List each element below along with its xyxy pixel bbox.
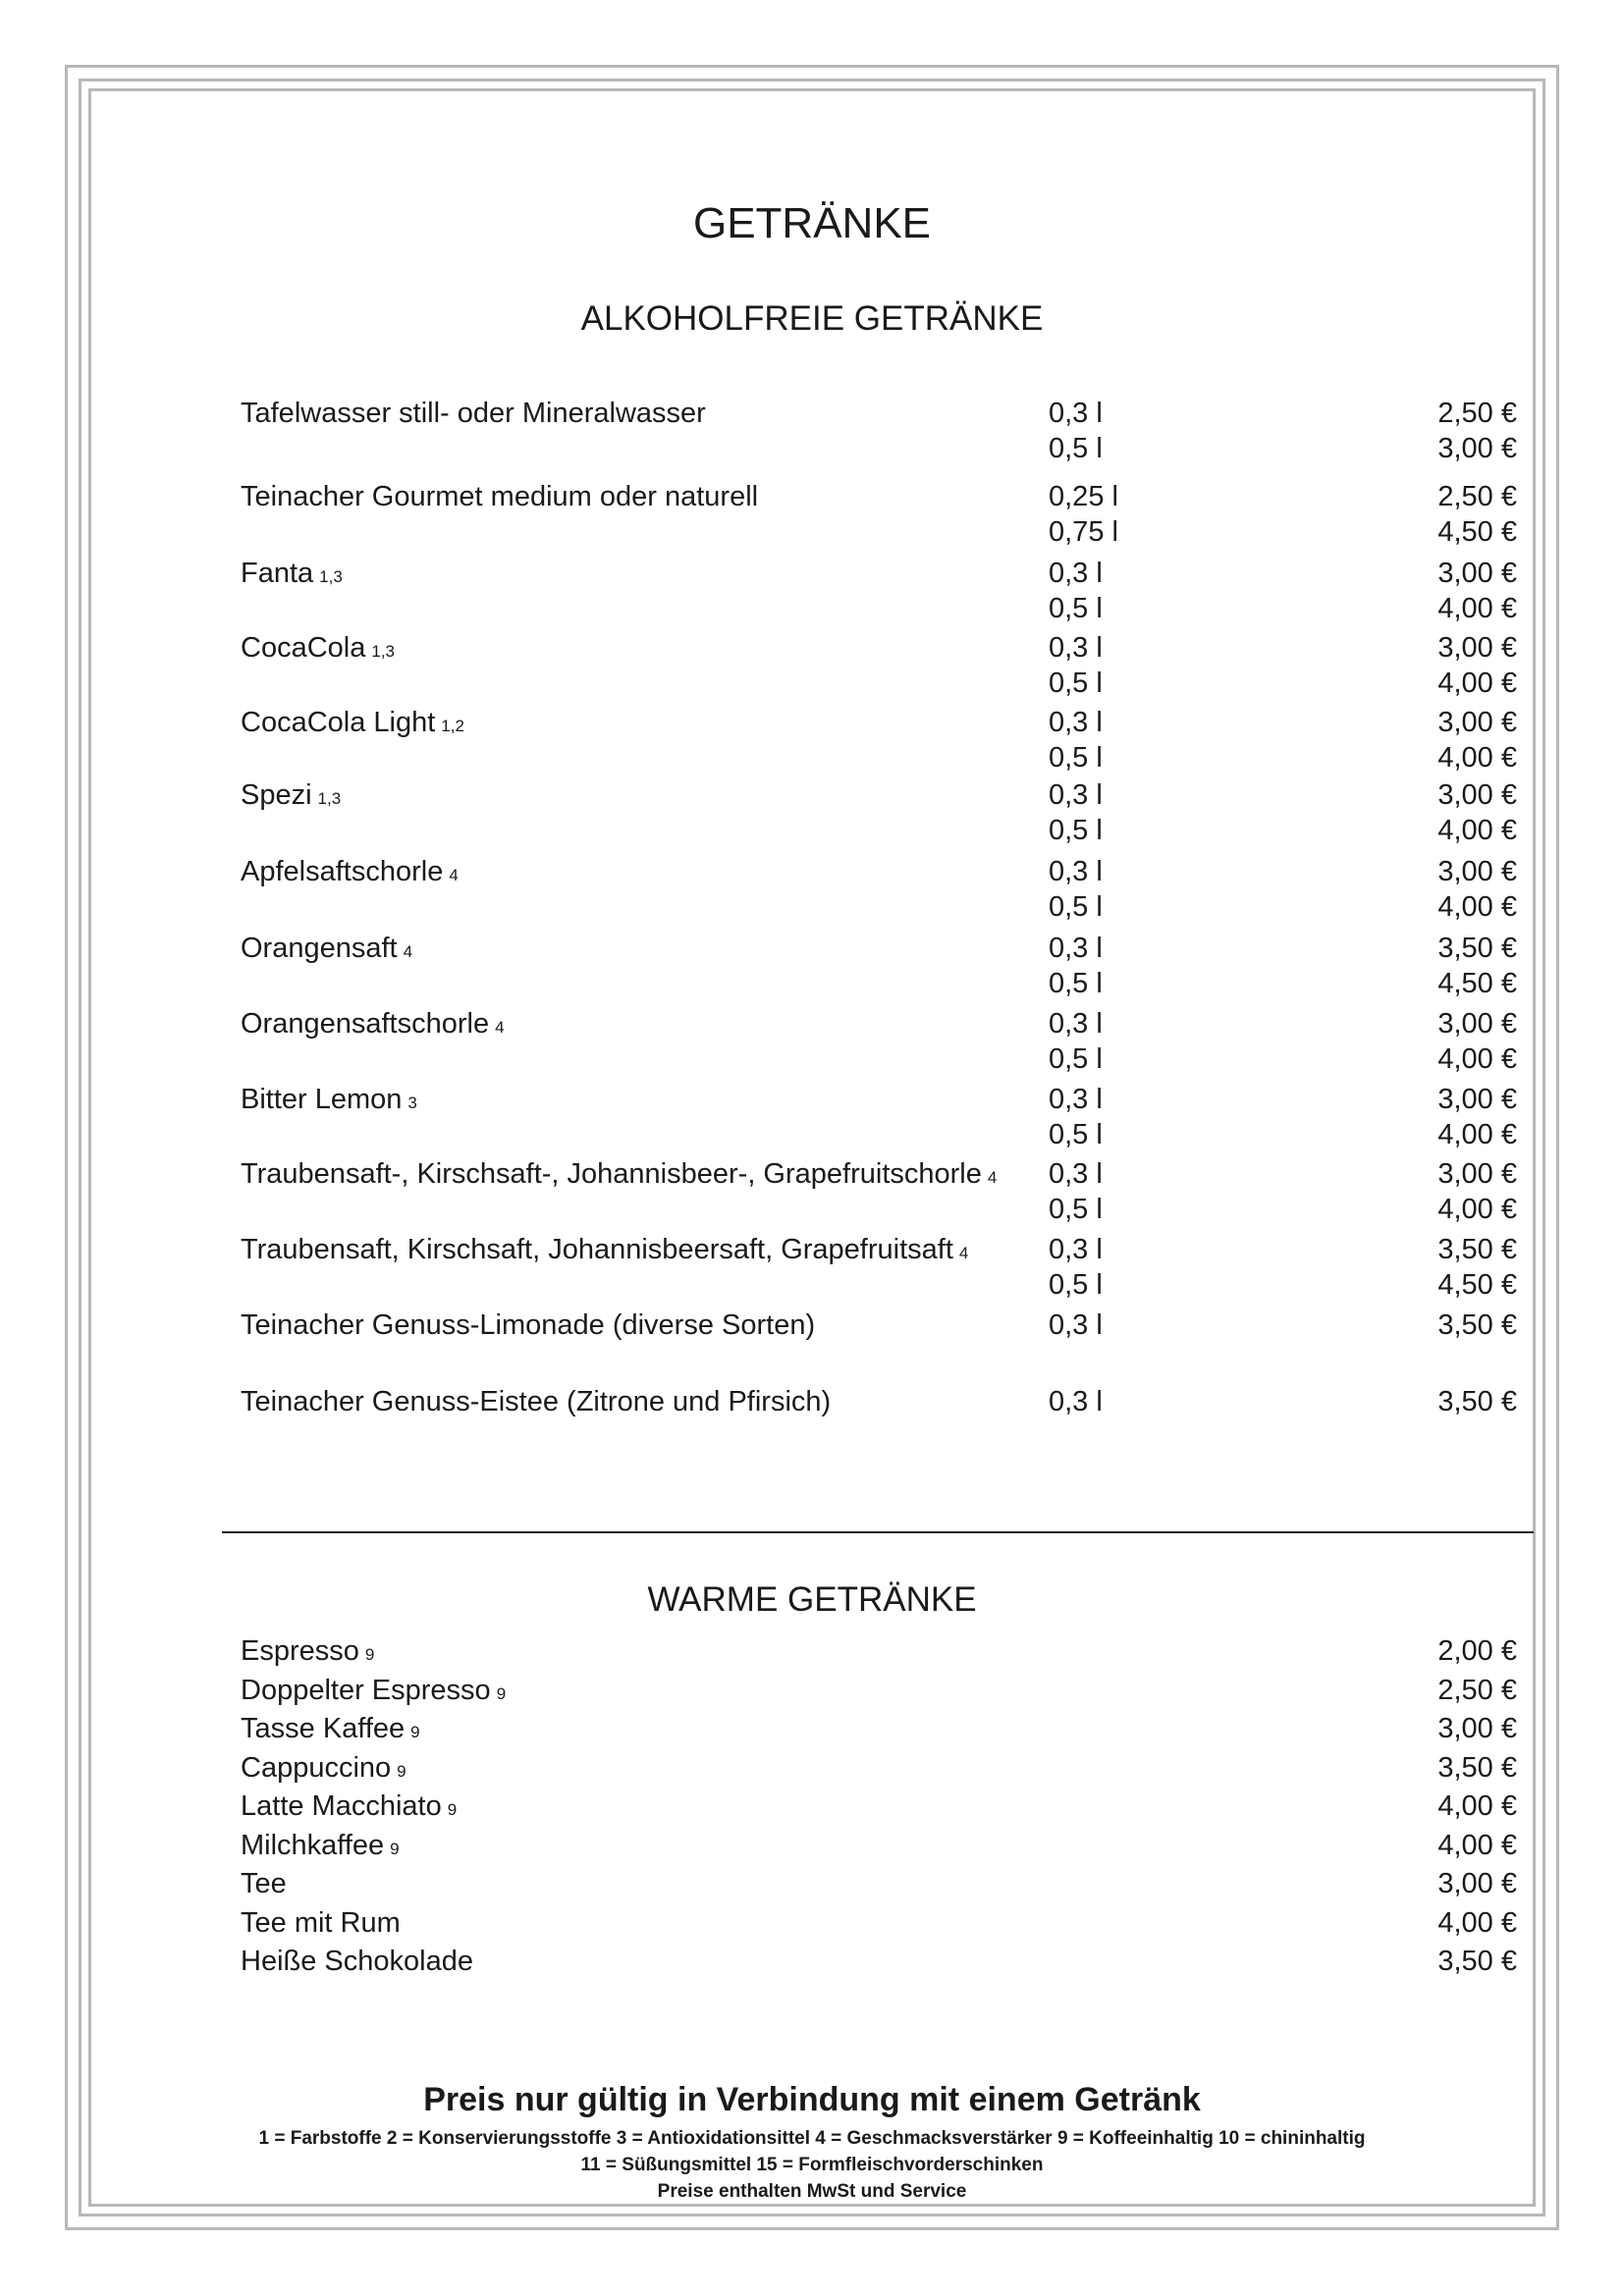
item-name: Tafelwasser still- oder Mineralwasser [241,398,706,429]
item-price: 4,00 € [1437,593,1517,624]
item-name: Latte Macchiato [241,1790,442,1822]
item-name: CocaCola Light [241,707,436,738]
item-size: 0,5 l [1049,891,1103,923]
item-name: Traubensaft, Kirschsaft, Johannisbeersaft, Grapefruitsaft [241,1234,953,1265]
additive-codes: 9 [447,1800,458,1819]
item-price: 3,00 € [1437,1868,1517,1899]
additive-codes: 3 [407,1094,417,1112]
section-title-warme: WARME GETRÄNKE [647,1580,977,1619]
item-name: Orangensaft [241,933,398,964]
item-name: Tee mit Rum [241,1906,401,1939]
item-name-group [241,1944,473,1979]
additive-codes: 4 [449,866,459,884]
allergen-legend-line-2: 11 = Süßungsmittel 15 = Formfleischvorderschinken [580,2155,1044,2175]
item-name: Traubensaft-, Kirschsaft-, Johannisbeer-, Grapefruitschorle [241,1158,982,1190]
menu-row [241,966,1517,1001]
item-name: Fanta [241,558,314,589]
item-price: 4,50 € [1437,1269,1517,1301]
item-size: 0,5 l [1049,593,1103,624]
item-name-group [241,1828,400,1867]
item-price: 4,00 € [1437,667,1517,699]
item-price: 2,50 € [1437,398,1517,429]
menu-row [241,1866,1517,1901]
item-size: 0,5 l [1049,968,1103,999]
item-price: 4,50 € [1437,516,1517,548]
menu-row [241,1192,1517,1227]
item-price: 3,50 € [1437,1309,1517,1341]
additive-codes: 9 [496,1683,507,1703]
item-name-group [241,630,395,669]
item-price: 3,50 € [1437,933,1517,964]
item-size: 0,3 l [1049,558,1103,589]
item-price: 4,00 € [1437,742,1517,774]
menu-row [241,931,1517,966]
menu-row [241,1006,1517,1041]
item-name-group [241,1156,997,1196]
section-title-alkoholfreie: ALKOHOLFREIE GETRÄNKE [580,299,1044,338]
item-price: 3,00 € [1437,1008,1517,1040]
item-price: 3,00 € [1437,1158,1517,1190]
item-size: 0,25 l [1049,481,1118,512]
item-price: 4,00 € [1437,1906,1517,1939]
item-price: 4,00 € [1437,1829,1517,1861]
item-size: 0,3 l [1049,1386,1103,1417]
item-price: 3,00 € [1437,558,1517,589]
item-name-group [241,1633,374,1673]
additive-codes: 1,3 [317,789,342,808]
menu-row [241,479,1517,514]
item-size: 0,5 l [1049,1043,1103,1075]
item-name: Cappuccino [241,1751,392,1784]
additive-codes: 9 [390,1839,400,1858]
item-name-group [241,1673,506,1712]
item-name: Tasse Kaffee [241,1713,406,1744]
menu-row [241,1789,1517,1824]
item-price: 3,00 € [1437,707,1517,738]
item-size: 0,3 l [1049,707,1103,738]
item-price: 3,50 € [1437,1234,1517,1265]
menu-row [241,514,1517,550]
item-price: 3,50 € [1437,1751,1517,1784]
item-size: 0,75 l [1049,516,1118,548]
item-name: CocaCola [241,632,366,664]
menu-row [241,1232,1517,1267]
footer-notice: Preis nur gültig in Verbindung mit einem Getränk [423,2081,1201,2118]
menu-row [241,396,1517,431]
item-name: Doppelter Espresso [241,1674,491,1706]
menu-row [241,777,1517,813]
item-size: 0,5 l [1049,815,1103,846]
menu-row [241,630,1517,666]
menu-row [241,1156,1517,1192]
item-price: 3,00 € [1437,632,1517,664]
item-size: 0,3 l [1049,933,1103,964]
item-name-group [241,1750,406,1789]
item-name: Milchkaffee [241,1829,385,1861]
page-title: GETRÄNKE [692,199,932,247]
item-size: 0,3 l [1049,779,1103,811]
item-name: Heiße Schokolade [241,1946,473,1977]
item-name-group [241,1082,417,1121]
menu-row [241,740,1517,775]
item-size: 0,5 l [1049,433,1103,464]
item-price: 4,00 € [1437,815,1517,846]
menu-row [241,591,1517,626]
menu-row [241,1041,1517,1077]
additive-codes: 9 [397,1761,406,1781]
item-price: 4,00 € [1437,1194,1517,1225]
item-price: 3,00 € [1437,433,1517,464]
item-size: 0,3 l [1049,1084,1103,1115]
item-name: Teinacher Genuss-Eistee (Zitrone und Pfirsich) [241,1386,832,1417]
item-price: 3,50 € [1437,1946,1517,1977]
menu-row [241,1750,1517,1786]
additive-codes: 1,2 [441,717,464,735]
menu-row [241,1267,1517,1303]
item-price: 3,00 € [1437,779,1517,811]
item-name-group [241,1905,401,1941]
item-price: 3,00 € [1437,856,1517,887]
menu-row [241,556,1517,591]
menu-row [241,1384,1517,1419]
item-name: Teinacher Genuss-Limonade (diverse Sorten) [241,1309,816,1341]
additive-codes: 4 [987,1168,998,1187]
menu-row [241,1673,1517,1708]
additive-codes: 4 [495,1018,505,1037]
item-size: 0,5 l [1049,1119,1103,1150]
menu-row [241,431,1517,466]
item-price: 3,00 € [1437,1084,1517,1115]
item-name-group [241,1789,457,1828]
menu-row [241,1711,1517,1746]
item-price: 4,00 € [1437,891,1517,923]
menu-row [241,889,1517,925]
item-size: 0,3 l [1049,398,1103,429]
item-price: 2,50 € [1437,1674,1517,1706]
item-name-group [241,556,343,595]
item-size: 0,5 l [1049,1269,1103,1301]
item-size: 0,3 l [1049,856,1103,887]
item-price: 3,00 € [1437,1713,1517,1744]
item-name-group [241,705,464,744]
additive-codes: 4 [958,1244,969,1262]
menu-row [241,1633,1517,1669]
menu-row [241,1905,1517,1941]
menu-row [241,705,1517,740]
menu-row [241,1944,1517,1979]
price-note: Preise enthalten MwSt und Service [657,2181,967,2202]
item-price: 2,00 € [1437,1635,1517,1667]
item-name-group [241,777,341,817]
item-size: 0,3 l [1049,1234,1103,1265]
item-price: 2,50 € [1437,481,1517,512]
item-name: Orangensaftschorle [241,1008,490,1040]
item-name-group [241,1006,505,1045]
menu-row [241,1308,1517,1343]
menu-row [241,666,1517,701]
item-name-group [241,1866,287,1901]
item-size: 0,5 l [1049,1194,1103,1225]
item-name-group [241,1711,420,1750]
item-name: Espresso [241,1635,359,1667]
item-size: 0,3 l [1049,1309,1103,1341]
item-name-group [241,931,412,970]
item-name: Teinacher Gourmet medium oder naturell [241,481,759,512]
item-name-group [241,854,459,893]
item-name: Bitter Lemon [241,1084,403,1115]
item-name: Apfelsaftschorle [241,856,444,887]
item-size: 0,3 l [1049,632,1103,664]
additive-codes: 4 [403,942,413,961]
menu-row [241,1117,1517,1152]
additive-codes: 9 [364,1645,375,1664]
item-price: 4,00 € [1437,1119,1517,1150]
item-name: Spezi [241,779,312,811]
item-price: 4,50 € [1437,968,1517,999]
additive-codes: 1,3 [371,642,395,661]
menu-row [241,854,1517,889]
menu-row [241,813,1517,848]
additive-codes: 1,3 [319,567,343,586]
item-name: Tee [241,1868,287,1899]
menu-row [241,1082,1517,1117]
item-size: 0,5 l [1049,667,1103,699]
additive-codes: 9 [410,1723,420,1741]
menu-row [241,1828,1517,1863]
item-name-group [241,1232,968,1271]
item-size: 0,5 l [1049,742,1103,774]
item-size: 0,3 l [1049,1008,1103,1040]
item-price: 4,00 € [1437,1790,1517,1822]
allergen-legend-line-1: 1 = Farbstoffe 2 = Konservierungsstoffe 3 = Antioxidationsittel 4 = Geschmacksverstärker 9 = Koffeeinhaltig 10 = chininhaltig [258,2128,1366,2149]
item-size: 0,3 l [1049,1158,1103,1190]
item-price: 3,50 € [1437,1386,1517,1417]
item-price: 4,00 € [1437,1043,1517,1075]
section-divider [222,1531,1534,1533]
